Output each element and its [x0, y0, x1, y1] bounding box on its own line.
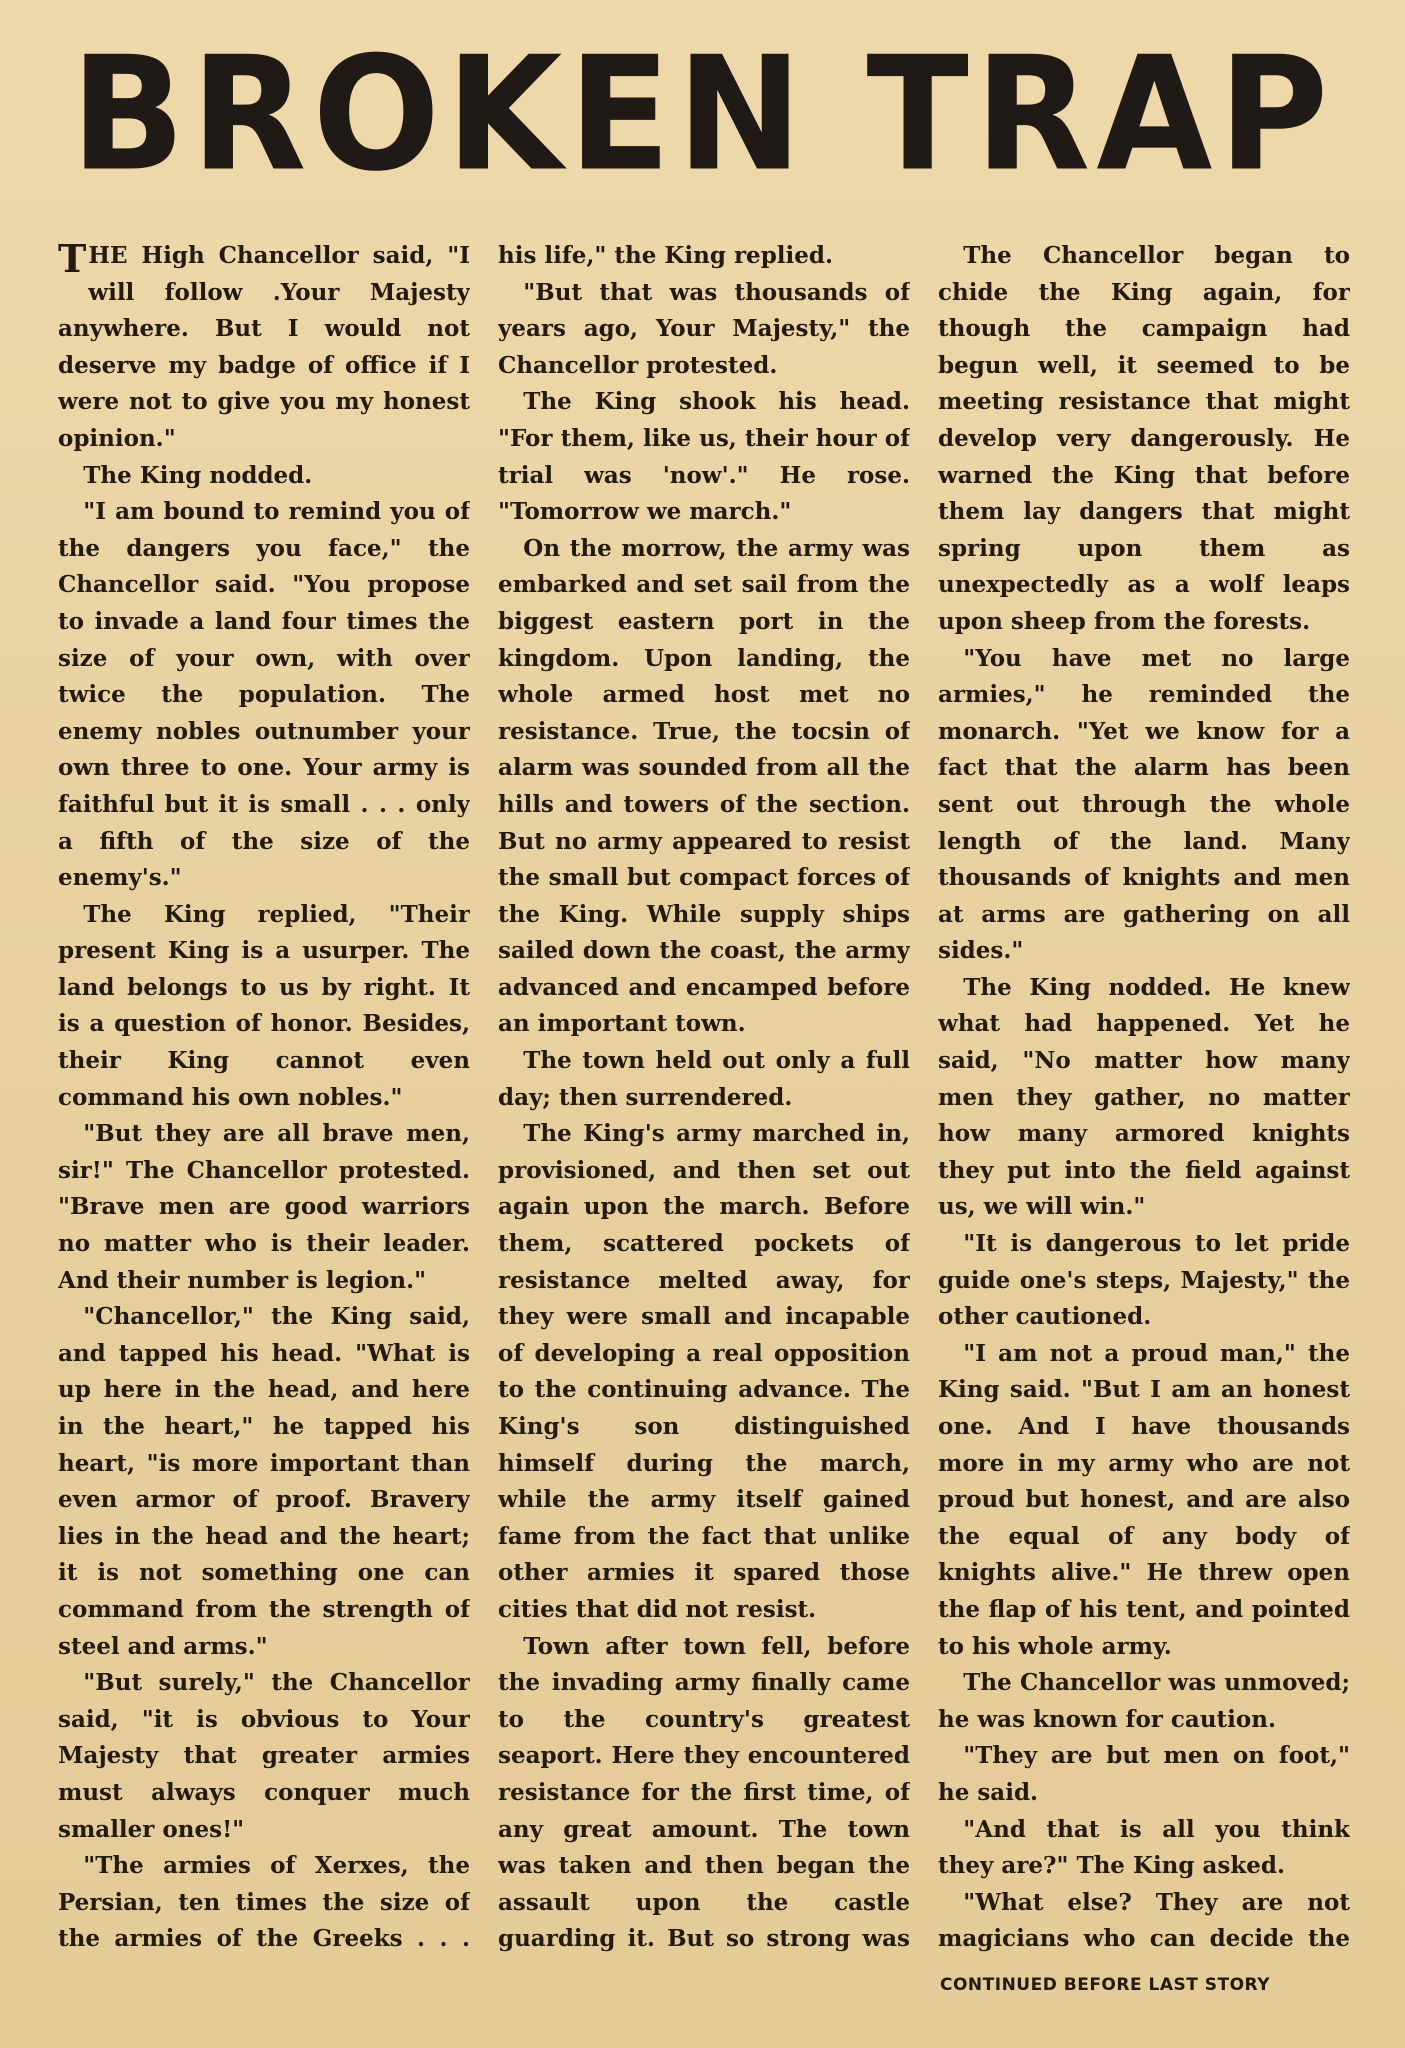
paragraph: "And that is all you think they are?" The King asked.: [938, 1815, 1350, 1880]
opening-text: HE High Chancellor said, "I will follow .Your Majesty anywhere. But I would not deserve my badge of office if I were not to give you my honest opinion.": [58, 242, 470, 452]
paragraph: "It is dangerous to let pride guide one's steps, Majesty," the other cautioned.: [938, 1230, 1350, 1331]
paragraph: On the morrow, the army was embarked and set sail from the biggest eastern port in the kingdom. Upon landing, the whole armed host met no resistance. True, the tocsin of alarm was sounded from all the hills and towers of the section. But no army appeared to resist the small but compact forces of the King. While supply ships sailed down the coast, the army advanced and encamped before an important town.: [498, 534, 910, 1038]
paragraph: The Chancellor began to chide the King again, for though the campaign had begun well, it seemed to be meeting resistance that might develop very dangerously. He warned the King that before them lay dangers that might spring upon them as unexpectedly as a wolf leaps upon sheep from the forests.: [938, 242, 1350, 635]
text-columns: [58, 238, 1350, 1958]
paragraph: "But they are all brave men, sir!" The Chancellor protested. "Brave men are good warriors no matter who is their leader. And their number is legion.": [58, 1120, 470, 1294]
paragraph: The King nodded. He knew what had happened. Yet he said, "No matter how many men they gather, no matter how many armored knights they put into the field against us, we will win.": [938, 973, 1350, 1221]
paragraph: The town held out only a full day; then surrendered.: [498, 1047, 910, 1111]
paragraph: "They are but men on foot," he said.: [938, 1742, 1350, 1806]
paragraph: "But that was thousands of years ago, Your Majesty," the Chancellor protested.: [498, 278, 910, 379]
paragraph: The King nodded.: [83, 461, 313, 489]
paragraph: "I am bound to remind you of the dangers you face," the Chancellor said. "You propose to invade a land four times the size of your own, with over twice the population. The enemy nobles outnumber your own three to one. Your army is faithful but it is small . . . only a fifth of the size of the enemy's.": [58, 498, 470, 892]
column-3: [938, 238, 1350, 1958]
paragraph: "I am not a proud man," the King said. "But I am an honest one. And I have thousands more in my army who are not proud but honest, and are also the equal of any body of knights alive." He threw open the flap of his tent, and pointed to his whole army.: [938, 1339, 1350, 1660]
story-title: BROKEN TRAP: [70, 23, 1335, 207]
paragraph: "You have met no large armies," he reminded the monarch. "Yet we know for a fact that the alarm has been sent out through the whole length of the land. Many thousands of knights and men at arms are gathering on all sides.": [938, 644, 1350, 965]
paragraph: The King replied, "Their present King is a usurper. The land belongs to us by right. It is a question of honor. Besides, their King cannot even command his own nobles.": [58, 900, 470, 1111]
paragraph: "Chancellor," the King said, and tapped his head. "What is up here in the head, and here in the heart," he tapped his heart, "is more important than even armor of proof. Bravery lies in the head and the heart; it is not something one can command from the strength of steel and arms.": [58, 1303, 470, 1660]
paragraph: "What else? They are not magicians who can decide the: [938, 1888, 1350, 1953]
drop-cap: T: [58, 238, 87, 281]
paragraph: [58, 238, 470, 458]
paragraph: "The armies of Xerxes, the Persian, ten times the size of the armies of the Greeks . . .: [58, 1852, 470, 1953]
paragraph: The King shook his head. "For them, like us, their hour of trial was 'now'." He rose. "Tomorrow we march.": [498, 388, 910, 526]
continued-note: CONTINUED BEFORE LAST STORY: [940, 1975, 1271, 1995]
paragraph: "But surely," the Chancellor said, "it is obvious to Your Majesty that greater armies must always conquer much smaller ones!": [58, 1669, 470, 1843]
paragraph: The King's army marched in, provisioned, and then set out again upon the march. Before them, scattered pockets of resistance melted away, for they were small and incapable of developing a real opposition to the continuing advance. The King's son distinguished himself during the march, while the army itself gained fame from the fact that unlike other armies it spared those cities that did not resist.: [498, 1120, 910, 1623]
column-2: [498, 238, 910, 1958]
paragraph-continuation: his life," the King replied.: [498, 242, 833, 269]
column-1: [58, 238, 470, 1958]
paragraph: Town after town fell, before the invading army finally came to the country's greatest seaport. Here they encountered resistance for the first time, of any great amount. The town was taken and then began the assault upon the castle guarding it. But so strong was: [498, 1632, 910, 1953]
paragraph: The Chancellor was unmoved; he was known for caution.: [938, 1669, 1350, 1733]
